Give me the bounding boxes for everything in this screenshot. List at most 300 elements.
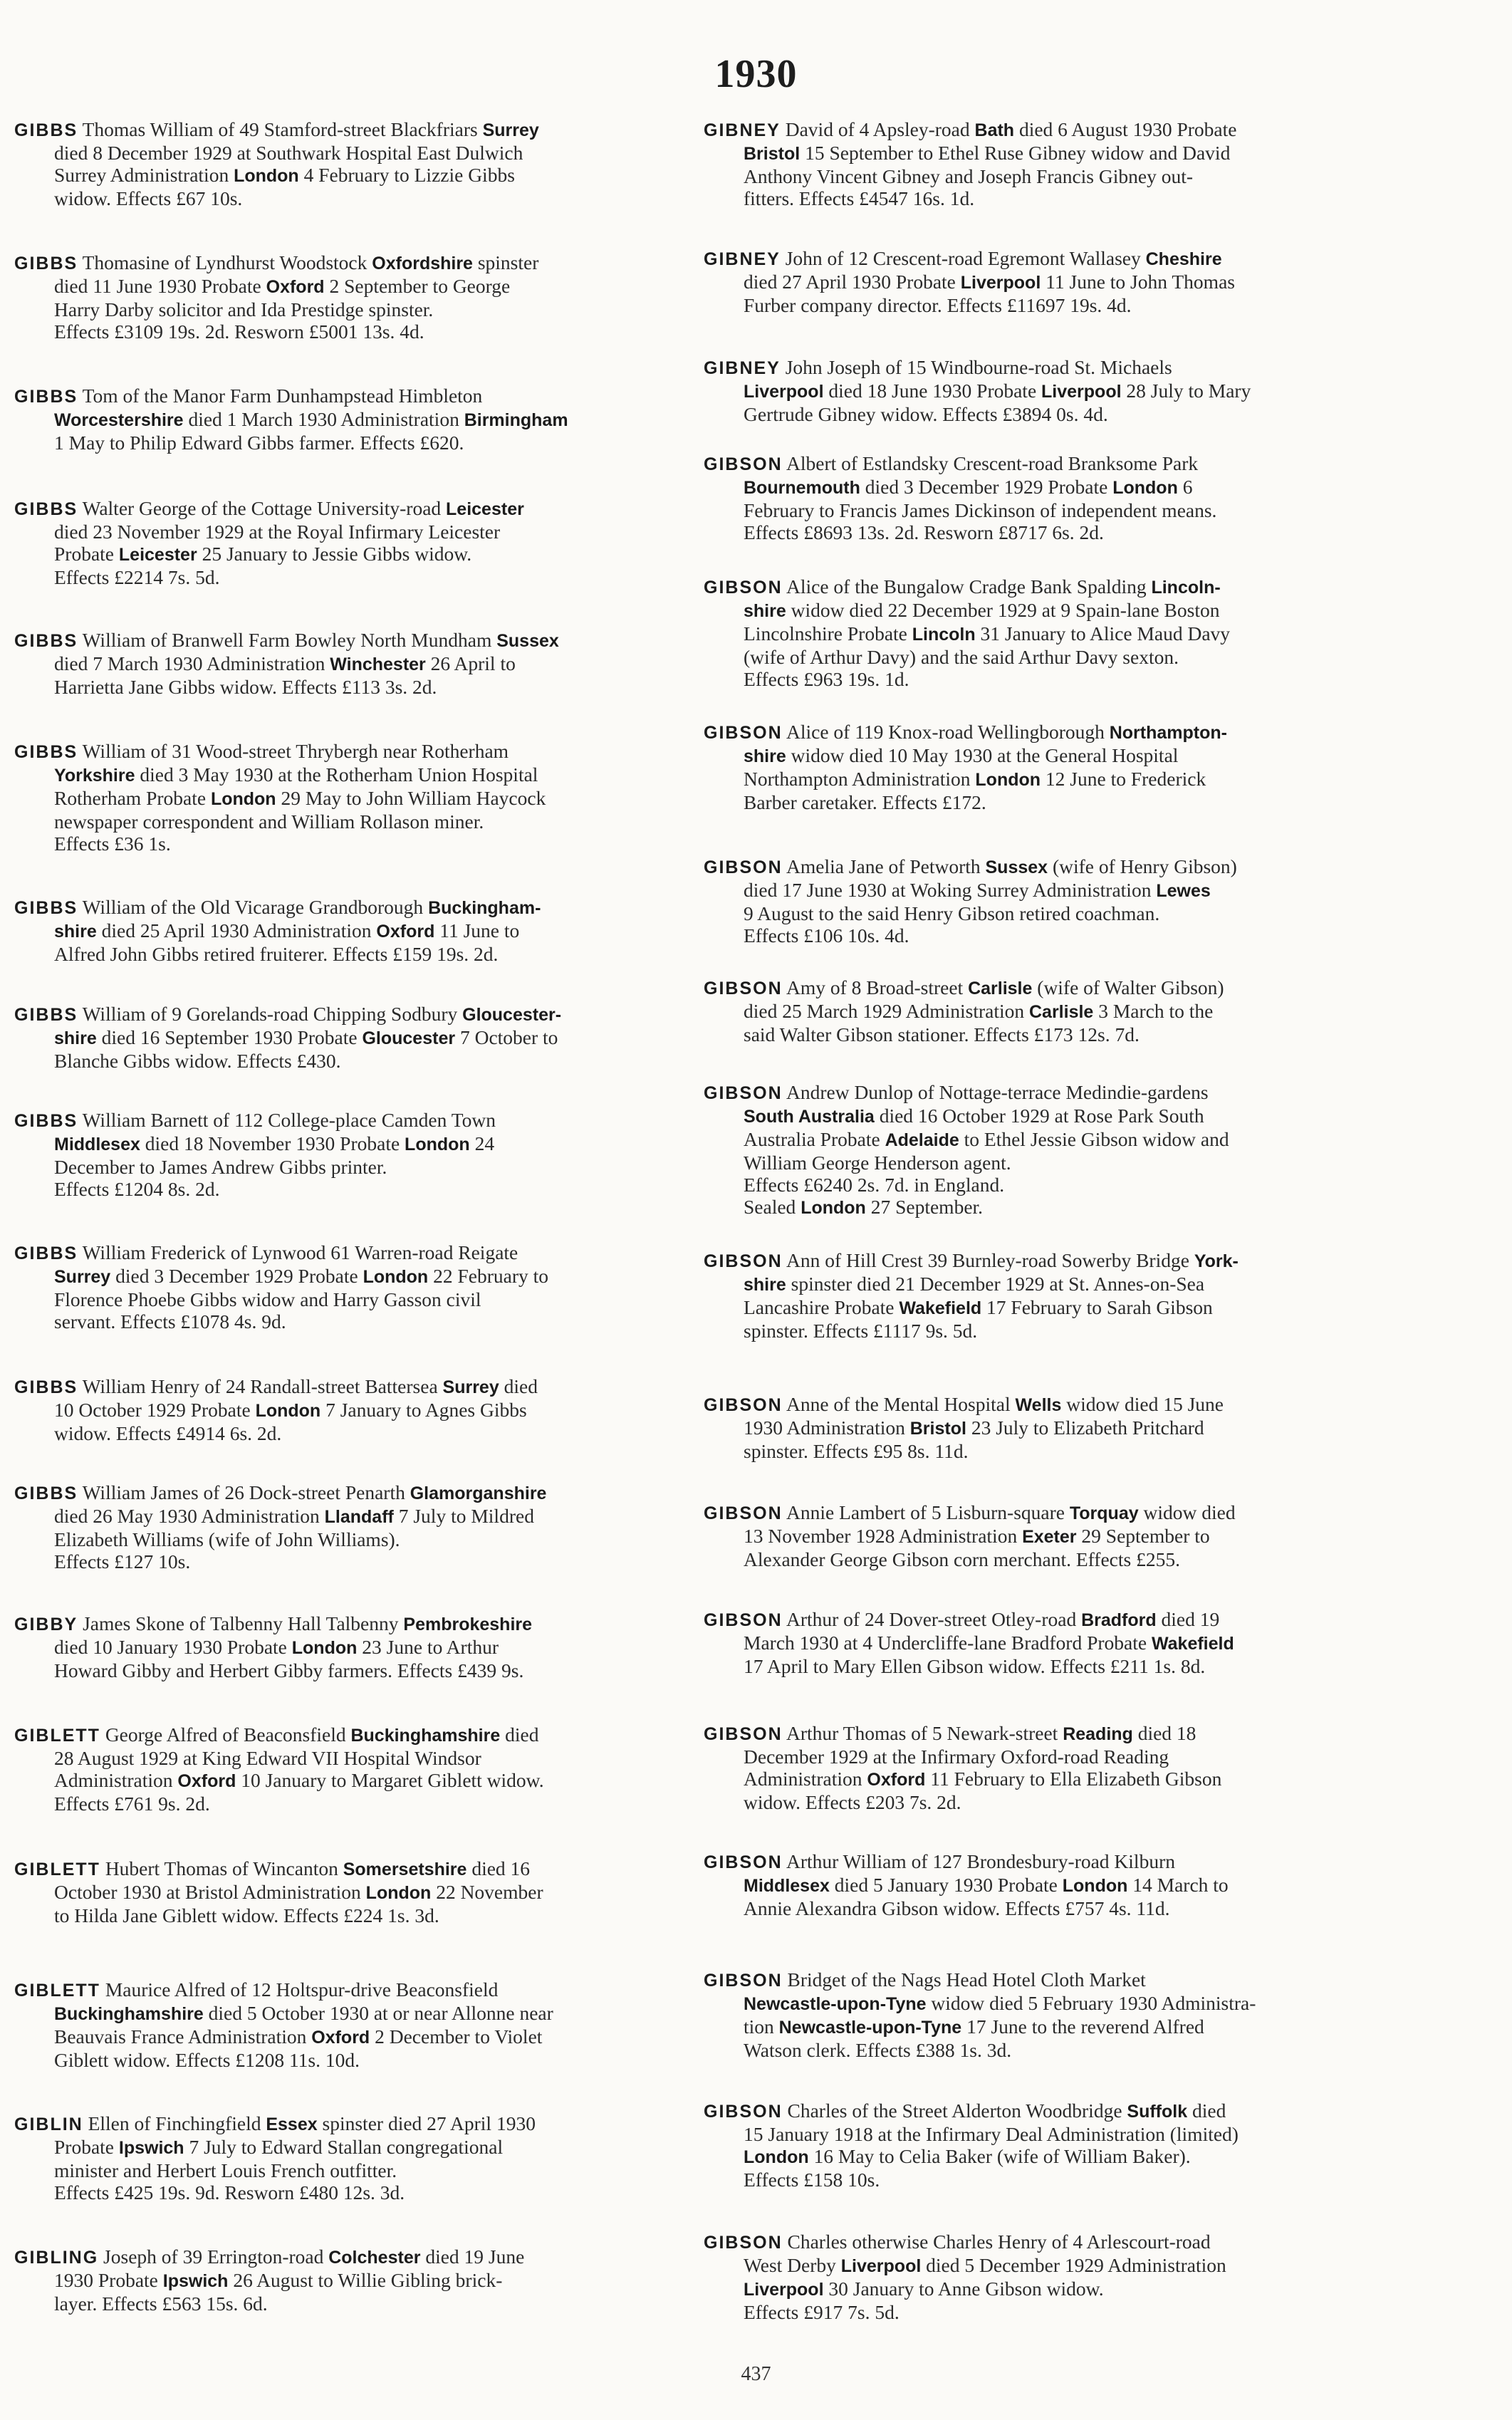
entry-line: [704, 380, 1366, 403]
entry-text: 10 January to Margaret Giblett widow.: [236, 1769, 544, 1791]
surname: GIBSON: [704, 1971, 783, 1991]
entry-line: [704, 1850, 1366, 1874]
entry-text: 17 February to Sarah Gibson: [981, 1296, 1213, 1318]
entry-text: Administration: [744, 1768, 867, 1790]
entry-text: 1930 Probate: [54, 2269, 163, 2291]
entry: [14, 740, 677, 855]
entry-text: West Derby: [744, 2254, 841, 2276]
entry-text: 29 September to: [1076, 1525, 1210, 1547]
surname: GIBSON: [704, 1395, 783, 1415]
entry-text: George Alfred of Beaconsfield: [105, 1723, 351, 1746]
place-name: Middlesex: [54, 1135, 140, 1154]
entry: [704, 1850, 1366, 1919]
place-name: Buckingham-: [428, 898, 541, 918]
place-name: Essex: [266, 2114, 318, 2134]
entry-line: [704, 902, 1366, 924]
place-name: Gloucester-: [462, 1005, 562, 1025]
entry: [704, 1249, 1366, 1342]
entry-text: Amelia Jane of Petworth: [786, 855, 986, 877]
entry-text: Probate: [54, 543, 119, 565]
entry-text: Surrey Administration: [54, 164, 234, 186]
entry-line: [14, 1310, 677, 1332]
entry-line: [14, 2136, 677, 2159]
entry-line: [14, 1399, 677, 1422]
entry-text: 23 July to Elizabeth Pritchard: [966, 1417, 1204, 1439]
entry-line: [14, 1747, 677, 1769]
entry-text: 31 January to Alice Maud Davy: [975, 622, 1231, 645]
entry-line: [14, 2112, 677, 2136]
entry-text: Alice of the Bungalow Cradge Bank Spalding: [786, 575, 1152, 598]
surname: GIBLING: [14, 2248, 99, 2268]
surname: GIBLIN: [14, 2114, 83, 2134]
entry-text: 1930 Administration: [744, 1417, 910, 1439]
entry-text: (wife of Walter Gibson): [1032, 976, 1224, 998]
entry-line: [704, 403, 1366, 425]
entry-text: died 3 May 1930 at the Rotherham Union Hospital: [135, 763, 538, 786]
entry-text: 28 August 1929 at King Edward VII Hospital Windsor: [54, 1747, 481, 1769]
entry-text: Charles otherwise Charles Henry of 4 Arlescourt-road: [787, 2231, 1211, 2253]
page-number: 437: [741, 2363, 771, 2385]
entry-text: 6: [1177, 476, 1193, 498]
entry-text: spinster died 27 April 1930: [317, 2112, 536, 2134]
entry-text: servant. Effects £1078 4s. 9d.: [54, 1310, 286, 1332]
entry-text: Bridget of the Nags Head Hotel Cloth Market: [787, 1968, 1146, 1991]
place-name: Liverpool: [840, 2256, 922, 2276]
entry-line: [704, 2145, 1366, 2169]
surname: GIBSON: [704, 723, 783, 743]
entry-line: [704, 2231, 1366, 2254]
entry-text: Furber company director. Effects £11697 19s. 4d.: [744, 294, 1132, 316]
place-name: Worcestershire: [54, 410, 184, 430]
entry-line: [704, 575, 1366, 599]
entry-line: [704, 1655, 1366, 1677]
entry-line: [14, 2293, 677, 2315]
entry-line: [704, 1968, 1366, 1992]
entry-text: Effects £36 1s.: [54, 833, 171, 855]
entry-text: William Henry of 24 Randall-street Battersea: [82, 1375, 443, 1397]
entry-text: Arthur of 24 Dover-street Otley-road: [786, 1608, 1082, 1630]
entry: [14, 1723, 677, 1815]
entry-line: [704, 294, 1366, 316]
place-name: Middlesex: [744, 1876, 830, 1896]
entry-line: [704, 1791, 1366, 1813]
entry-line: [704, 165, 1366, 187]
surname: GIBNEY: [704, 358, 781, 378]
place-name: Oxford: [266, 277, 325, 297]
entry-text: Blanche Gibbs widow. Effects £430.: [54, 1050, 341, 1072]
entry-text: Anthony Vincent Gibney and Joseph Francis Gibney out-: [744, 165, 1194, 187]
entry-line: [14, 1241, 677, 1265]
entry-line: [704, 2039, 1366, 2061]
place-name: shire: [54, 922, 97, 942]
place-name: Wakefield: [1151, 1634, 1234, 1654]
entry-line: [14, 2246, 677, 2269]
entry-line: [704, 1273, 1366, 1296]
place-name: London: [1062, 1876, 1128, 1896]
entry: [14, 251, 677, 343]
entry-text: died 5 January 1930 Probate: [829, 1874, 1063, 1896]
place-name: Suffolk: [1127, 2102, 1188, 2122]
surname: GIBNEY: [704, 120, 781, 140]
entry-text: died 5 December 1929 Administration: [921, 2254, 1226, 2276]
entry-text: Howard Gibby and Herbert Gibby farmers. Effects £439 9s.: [54, 1659, 524, 1681]
place-name: Leicester: [118, 545, 197, 565]
entry-text: March 1930 at 4 Undercliffe-lane Bradford Probate: [744, 1632, 1152, 1654]
entry-line: [14, 1978, 677, 2002]
entry-text: to Hilda Jane Giblett widow. Effects £224 1s. 3d.: [54, 1904, 439, 1926]
entry-line: [14, 1422, 677, 1444]
place-name: Colchester: [328, 2248, 421, 2268]
entry-line: [704, 1000, 1366, 1023]
entry-text: fitters. Effects £4547 16s. 1d.: [744, 187, 975, 209]
entry-line: [704, 1174, 1366, 1196]
entry-text: Alfred John Gibbs retired fruiterer. Effects £159 19s. 2d.: [54, 943, 499, 965]
entry-line: [704, 744, 1366, 768]
entry-text: died 6 August 1930 Probate: [1014, 118, 1237, 140]
entry-line: [14, 1178, 677, 1200]
place-name: shire: [744, 1275, 786, 1295]
place-name: London: [1112, 478, 1178, 498]
entry-line: [14, 1528, 677, 1550]
entry-line: [704, 356, 1366, 380]
entry-line: [14, 142, 677, 164]
entry-text: Ellen of Finchingfield: [88, 2112, 266, 2134]
entry-text: 26 April to: [425, 652, 516, 674]
entry-line: [14, 1659, 677, 1681]
entry-line: [704, 1768, 1366, 1791]
place-name: Lincoln-: [1151, 578, 1221, 598]
entry-text: died 11 June 1930 Probate: [54, 275, 266, 297]
entry-text: spinster died 21 December 1929 at St. Annes-on-Sea: [786, 1273, 1205, 1295]
place-name: Liverpool: [1041, 382, 1122, 402]
surname: GIBBS: [14, 1377, 78, 1397]
place-name: South Australia: [744, 1107, 875, 1127]
place-name: Liverpool: [744, 2280, 824, 2300]
entry-text: 9 August to the said Henry Gibson retired coachman.: [744, 902, 1160, 924]
entry: [704, 2100, 1366, 2191]
place-name: Wakefield: [899, 1298, 982, 1318]
entry-text: died 25 April 1930 Administration: [96, 919, 377, 942]
entry-text: Effects £425 19s. 9d. Resworn £480 12s. 3d.: [54, 2181, 405, 2203]
surname: GIBBS: [14, 1111, 78, 1131]
entry-text: widow. Effects £4914 6s. 2d.: [54, 1422, 282, 1444]
entry-line: [14, 385, 677, 408]
entry: [704, 118, 1366, 209]
place-name: Carlisle: [1029, 1002, 1094, 1022]
entry-text: Anne of the Mental Hospital: [786, 1393, 1016, 1415]
entry-text: died 3 December 1929 Probate: [110, 1265, 363, 1287]
entry-line: [704, 668, 1366, 690]
entry-text: Lincolnshire Probate: [744, 622, 912, 645]
entry-text: Effects £127 10s.: [54, 1550, 191, 1573]
entry-line: [14, 1769, 677, 1793]
entry-text: James Skone of Talbenny Hall Talbenny: [83, 1612, 404, 1634]
entry-text: Charles of the Street Alderton Woodbridge: [787, 2100, 1127, 2122]
entry-line: [704, 118, 1366, 142]
entry-text: widow. Effects £203 7s. 2d.: [744, 1791, 961, 1813]
entry-text: 15 September to Ethel Ruse Gibney widow and David: [800, 142, 1231, 164]
entry-text: 17 June to the reverend Alfred: [961, 2015, 1204, 2038]
entry-line: [14, 1636, 677, 1659]
entry-text: October 1930 at Bristol Administration: [54, 1881, 366, 1903]
entry-text: spinster. Effects £95 8s. 11d.: [744, 1440, 969, 1462]
entry-text: William of the Old Vicarage Grandborough: [82, 896, 429, 918]
entry-line: [704, 2278, 1366, 2301]
entry-text: died 16 September 1930 Probate: [96, 1026, 363, 1048]
entry: [14, 1857, 677, 1926]
entry-line: [704, 1746, 1366, 1768]
entry-line: [14, 2181, 677, 2203]
entry-line: [14, 676, 677, 698]
entry-text: 7 July to Edward Stallan congregational: [184, 2136, 504, 2158]
entry-line: [14, 432, 677, 454]
entry-line: [704, 1196, 1366, 1219]
surname: GIBLETT: [14, 1981, 100, 2001]
entry-line: [704, 879, 1366, 902]
place-name: Yorkshire: [54, 766, 135, 786]
entry-text: died 18 June 1930 Probate: [823, 380, 1042, 402]
entry-line: [14, 1481, 677, 1505]
entry-text: 2 September to George: [324, 275, 511, 297]
entry-text: Annie Alexandra Gibson widow. Effects £757 4s. 11d.: [744, 1897, 1170, 1919]
entry-text: 23 June to Arthur: [357, 1636, 499, 1658]
entry-line: [14, 1132, 677, 1156]
entry-line: [14, 763, 677, 787]
entry-line: [14, 1003, 677, 1026]
place-name: Ipswich: [162, 2271, 229, 2291]
entry-text: widow died 10 May 1930 at the General Hospital: [786, 744, 1179, 766]
entry-text: John Joseph of 15 Windbourne-road St. Michaels: [785, 356, 1172, 378]
entry-text: William Barnett of 112 College-place Camden Town: [82, 1109, 496, 1131]
entry: [14, 118, 677, 209]
entry-text: died 5 October 1930 at or near Allonne near: [203, 2002, 553, 2024]
entry-text: Effects £158 10s.: [744, 2169, 880, 2191]
entry: [704, 356, 1366, 425]
place-name: Buckinghamshire: [54, 2004, 204, 2024]
surname: GIBBS: [14, 1243, 78, 1263]
entry-line: [704, 721, 1366, 744]
entry-line: [704, 2100, 1366, 2123]
entry-line: [14, 810, 677, 833]
entry: [14, 1612, 677, 1681]
surname: GIBSON: [704, 454, 783, 474]
surname: GIBBS: [14, 387, 78, 407]
entry-text: died 8 December 1929 at Southwark Hospital East Dulwich: [54, 142, 523, 164]
entry-text: 14 March to: [1127, 1874, 1229, 1896]
place-name: London: [363, 1267, 429, 1287]
entry-text: Alice of 119 Knox-road Wellingborough: [786, 721, 1110, 743]
entry-line: [704, 2254, 1366, 2278]
entry: [14, 1241, 677, 1332]
surname: GIBSON: [704, 1503, 783, 1523]
entry-text: Joseph of 39 Errington-road: [103, 2246, 329, 2268]
place-name: Ipswich: [118, 2138, 184, 2158]
entry-text: spinster: [472, 251, 539, 273]
entry-line: [14, 521, 677, 543]
entry-line: [14, 787, 677, 810]
entry-line: [14, 2049, 677, 2071]
entry-text: Australia Probate: [744, 1128, 885, 1150]
place-name: Lewes: [1156, 881, 1211, 901]
entry-line: [704, 622, 1366, 646]
entry-text: Albert of Estlandsky Crescent-road Branksome Park: [786, 452, 1199, 474]
entry-text: 17 April to Mary Ellen Gibson widow. Effects £211 1s. 8d.: [744, 1655, 1206, 1677]
entry-text: Barber caretaker. Effects £172.: [744, 791, 986, 813]
entry: [14, 385, 677, 454]
entry: [704, 855, 1366, 946]
entry-text: Thomas William of 49 Stamford-street Blackfriars: [82, 118, 483, 140]
entry-line: [704, 271, 1366, 294]
place-name: shire: [54, 1028, 97, 1048]
entry-line: [704, 1501, 1366, 1525]
entry-line: [704, 599, 1366, 622]
place-name: London: [405, 1135, 470, 1154]
entry: [14, 1978, 677, 2071]
entry-text: newspaper correspondent and William Rollason miner.: [54, 810, 484, 833]
entry-line: [14, 896, 677, 919]
place-name: Oxford: [177, 1771, 236, 1791]
entry: [704, 1393, 1366, 1462]
entry-text: Annie Lambert of 5 Lisburn-square: [786, 1501, 1070, 1523]
place-name: Llandaff: [324, 1507, 394, 1527]
entry-line: [14, 566, 677, 588]
entry-text: William of Branwell Farm Bowley North Mundham: [82, 629, 497, 651]
entry-text: Giblett widow. Effects £1208 11s. 10d.: [54, 2049, 360, 2071]
entry-line: [704, 1393, 1366, 1417]
entry: [704, 1722, 1366, 1813]
entry-line: [704, 1417, 1366, 1440]
surname: GIBBS: [14, 898, 78, 918]
entry-text: died 26 May 1930 Administration: [54, 1505, 325, 1527]
entry: [704, 247, 1366, 316]
entry: [704, 452, 1366, 543]
entry-text: 10 October 1929 Probate: [54, 1399, 256, 1421]
entry-text: 29 May to John William Haycock: [276, 787, 546, 809]
entry-text: 22 November: [431, 1881, 543, 1903]
entry: [704, 976, 1366, 1045]
entry-line: [14, 919, 677, 943]
entry-line: [704, 1897, 1366, 1919]
entry-line: [704, 1296, 1366, 1320]
entry-text: layer. Effects £563 15s. 6d.: [54, 2293, 268, 2315]
entry-text: died: [500, 1723, 539, 1746]
entry-text: died: [1187, 2100, 1226, 2122]
entry-text: Amy of 8 Broad-street: [786, 976, 969, 998]
entry-line: [14, 1904, 677, 1926]
place-name: Oxford: [867, 1770, 926, 1790]
place-name: shire: [744, 746, 786, 766]
entry-line: [14, 543, 677, 566]
entry-text: Elizabeth Williams (wife of John Williams).: [54, 1528, 400, 1550]
place-name: Birmingham: [464, 410, 568, 430]
entry-line: [704, 1128, 1366, 1152]
surname: GIBLETT: [14, 1860, 100, 1879]
entry-text: widow died: [1138, 1501, 1236, 1523]
entry-text: 11 June to John Thomas: [1041, 271, 1235, 293]
place-name: London: [255, 1401, 321, 1421]
place-name: Carlisle: [968, 979, 1033, 998]
surname: GIBSON: [704, 578, 783, 598]
surname: GIBSON: [704, 2102, 783, 2122]
entry-text: 7 July to Mildred: [393, 1505, 534, 1527]
place-name: Newcastle-upon-Tyne: [778, 2018, 962, 2038]
surname: GIBBS: [14, 1483, 78, 1503]
entry: [704, 1081, 1366, 1219]
entry-text: 12 June to Frederick: [1041, 768, 1206, 790]
entry-text: Gertrude Gibney widow. Effects £3894 0s. 4d.: [744, 403, 1108, 425]
entry-text: John of 12 Crescent-road Egremont Wallasey: [785, 247, 1146, 269]
entry-text: spinster. Effects £1117 9s. 5d.: [744, 1320, 978, 1342]
place-name: Oxford: [311, 2028, 370, 2048]
entry-line: [14, 497, 677, 521]
entry-line: [704, 187, 1366, 209]
surname: GIBSON: [704, 1724, 783, 1744]
surname: GIBSON: [704, 979, 783, 998]
surname: GIBBS: [14, 254, 78, 273]
place-name: London: [744, 2147, 809, 2167]
entry-text: Northampton Administration: [744, 768, 976, 790]
entry-line: [704, 1249, 1366, 1273]
place-name: Torquay: [1069, 1503, 1139, 1523]
entry-line: [704, 1525, 1366, 1548]
entry-line: [14, 320, 677, 343]
entry-text: to Ethel Jessie Gibson widow and: [959, 1128, 1229, 1150]
entry-line: [704, 791, 1366, 813]
entry-text: 30 January to Anne Gibson widow.: [823, 2278, 1104, 2300]
place-name: Buckinghamshire: [350, 1726, 501, 1746]
place-name: Oxford: [376, 922, 435, 942]
entry-line: [14, 1050, 677, 1072]
place-name: Leicester: [446, 499, 524, 519]
entry-line: [704, 1548, 1366, 1570]
entry-line: [704, 924, 1366, 946]
entry-text: 7 October to: [455, 1026, 558, 1048]
entry-line: [704, 521, 1366, 543]
entry-text: 11 February to Ella Elizabeth Gibson: [925, 1768, 1222, 1790]
place-name: London: [234, 166, 299, 186]
entry-text: Alexander George Gibson corn merchant. Effects £255.: [744, 1548, 1180, 1570]
entry-text: Arthur Thomas of 5 Newark-street: [786, 1722, 1063, 1744]
entry-line: [704, 1874, 1366, 1897]
place-name: Reading: [1063, 1724, 1133, 1744]
place-name: Lincoln: [912, 625, 976, 645]
place-name: Sussex: [985, 857, 1048, 877]
entry-line: [14, 1375, 677, 1399]
entry-line: [14, 943, 677, 965]
page-year-heading: 1930: [714, 52, 798, 96]
place-name: Liverpool: [744, 382, 824, 402]
entry-text: Effects £2214 7s. 5d.: [54, 566, 220, 588]
entry-text: Probate: [54, 2136, 119, 2158]
entry-text: December 1929 at the Infirmary Oxford-road Reading: [744, 1746, 1169, 1768]
entry-line: [704, 452, 1366, 476]
place-name: Bradford: [1081, 1610, 1157, 1630]
entry-text: Maurice Alfred of 12 Holtspur-drive Beaconsfield: [105, 1978, 499, 2001]
entry-text: died 7 March 1930 Administration: [54, 652, 330, 674]
entry: [14, 497, 677, 588]
entry-line: [14, 408, 677, 432]
entry-text: 13 November 1928 Administration: [744, 1525, 1023, 1547]
surname: GIBSON: [704, 2233, 783, 2253]
place-name: Bournemouth: [744, 478, 860, 498]
entry-text: Lancashire Probate: [744, 1296, 900, 1318]
entry-text: 25 January to Jessie Gibbs widow.: [197, 543, 472, 565]
entry-text: died 27 April 1930 Probate: [744, 271, 961, 293]
entry-line: [14, 740, 677, 763]
place-name: Bath: [974, 120, 1015, 140]
entry-text: Walter George of the Cottage University-road: [82, 497, 447, 519]
entry-text: Harrietta Jane Gibbs widow. Effects £113 3s. 2d.: [54, 676, 437, 698]
